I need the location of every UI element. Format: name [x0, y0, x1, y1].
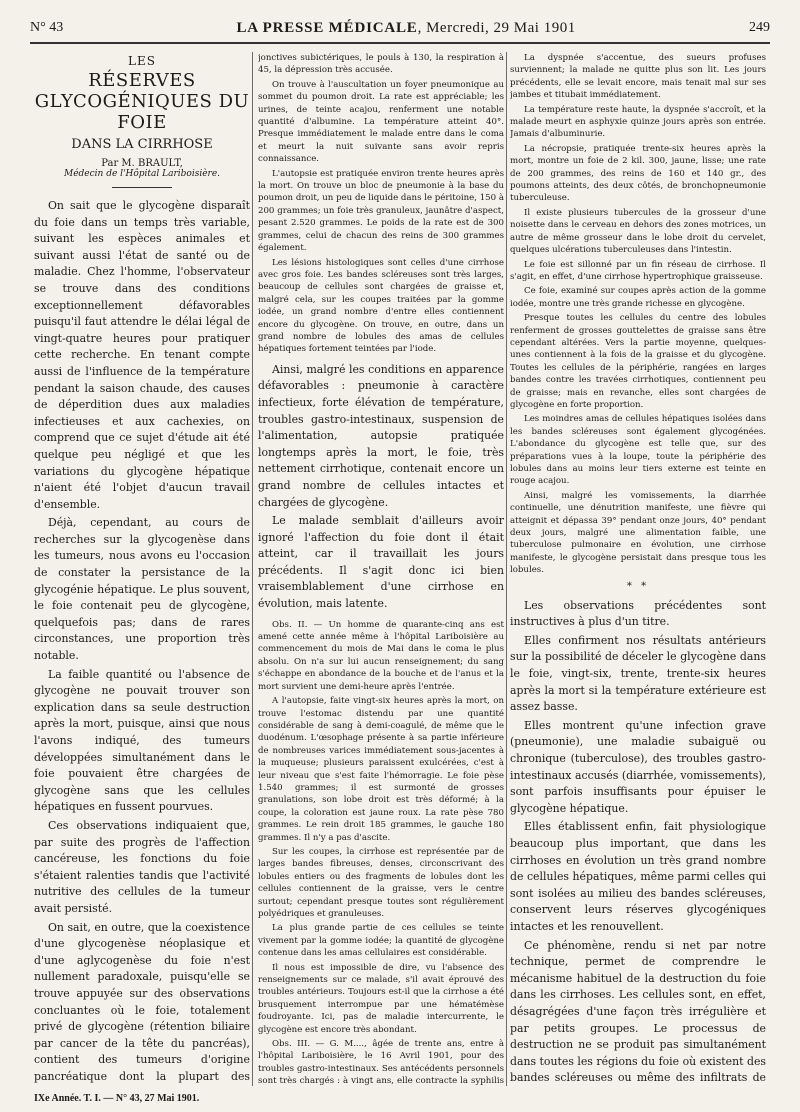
article-author: Par M. BRAULT,	[101, 158, 183, 169]
paragraph: Elles établissent enfin, fait physiologique beaucoup plus important, que dans les cirrhoses en évolution un très grand nombre de cellules hépatiques, même parmi celles qui sont isolées au milieu des bandes scléreuses, conservent leurs réserves glycogéniques intactes et les renouvellent.	[510, 820, 766, 933]
column-rule	[252, 52, 253, 1086]
paragraph: On sait que le glycogène disparaît du foie dans un temps très variable, suivant les espèces animales et suivant aussi l'état de santé ou de maladie. Chez l'homme, l'observateur se trouve dans des conditions exceptionnellement défavorables puisqu'il faut attendre le délai légal de vingt-quatre heures pour pratiquer cette recherche. En tenant compte aussi de l'influence de la température pendant la saison chaude, des causes de déperdition dues aux maladies infectieuses et aux cachexies, on comprend que ce sujet d'étude ait été quelque peu négligé et que les variations du glycogène hépatique n'aient été l'objet d'aucun travail d'ensemble.	[34, 199, 250, 511]
journal-name: LA PRESSE MÉDICALE	[236, 19, 418, 36]
paragraph: On trouve à l'auscultation un foyer pneumonique au sommet du poumon droit. La rate est appréciable; les urines, de teinte acajou, renferment une notable quantité d'albumine. La température atteint 40°. Presque immédiatement le malade entre dans le coma et meurt la nuit suivante sans avoir repris connaissance.	[258, 79, 504, 165]
commentary-text	[258, 362, 504, 613]
header-rule	[30, 42, 770, 44]
paragraph: Obs. III. — G. M...., âgée de trente ans, entre à l'hôpital Lariboisière, le 16 Avril 1901, pour des troubles gastro-intestinaux. Ses antécédents personnels sont très chargés : à vingt ans, elle contracte la syphilis	[258, 1039, 504, 1086]
paragraph: Ce phénomène, rendu si net par notre technique, permet de comprendre le mécanisme habituel de la destruction du foie dans les cirrhoses. Les cellules sont, en effet, désagrégées d'une façon très irrégulière et par petits groupes. Le processus de destruction ne se produit pas simultanément dans toutes les régions du foie où existent des bandes scléreuses ou même des infiltrats de	[510, 938, 766, 1085]
title-rule	[112, 187, 172, 188]
paragraph: Déjà, cependant, au cours de recherches sur la glycogenèse dans les tumeurs, nous avons eu l'occasion de constater la persistance de la glycogénie hépatique. Le plus souvent, le foie contenait peu de glycogène, quelquefois pas; dans de rares circonstances, une proportion très notable.	[34, 516, 250, 663]
paragraph: Ce foie, examiné sur coupes après action de la gomme iodée, montre une très grande richesse en glycogène.	[510, 286, 766, 309]
paragraph: Le malade semblait d'ailleurs avoir ignoré l'affection du foie dont il était atteint, car il travaillait les jours précédents. Il s'agit donc ici bien vraisemblablement d'une cirrhose en évolution, mais latente.	[258, 514, 504, 611]
intro-text	[34, 198, 250, 1086]
article-title: RÉSERVES GLYCOGÉNIQUES DU FOIE	[34, 70, 250, 133]
page-number: 249	[749, 20, 770, 35]
observation-text	[258, 52, 504, 356]
paragraph: La faible quantité ou l'absence de glycogène ne pouvait trouver son explication dans sa seule destruction après la mort, puisque, ainsi que nous l'avons indiqué, des tumeurs développées simultanément dans le foie pouvaient être chargées de glycogène sans que les cellules hépatiques en fussent pourvues.	[34, 667, 250, 814]
paragraph: Elles confirment nos résultats antérieurs sur la possibilité de déceler le glycogène dans le foie, vingt-six, trente, trente-six heures après la mort si la température extérieure est assez basse.	[510, 633, 766, 714]
article-heading	[34, 54, 250, 188]
article-kicker: LES	[128, 54, 156, 68]
issue-date: , Mercredi, 29 Mai 1901	[417, 19, 576, 36]
paragraph: On sait, en outre, que la coexistence d'une glycogenèse néoplasique et d'une aglycogenèse du foie n'est nullement paradoxale, puisqu'elle se trouve appuyée sur des observations concluantes où le foie, totalement privé de glycogène (rétention biliaire par cancer de la tête du pancréas), contient des tumeurs d'origine pancréatique dont la plupart des	[34, 920, 250, 1083]
paragraph: Les lésions histologiques sont celles d'une cirrhose avec gros foie. Les bandes scléreuses sont très larges, beaucoup de cellules sont chargées de graisse et, malgré cela, sur les coupes traitées par la gomme iodée, un grand nombre d'entre elles contiennent encore du glycogène. On trouve, en outre, dans un grand nombre de lobules des amas de cellules hépatiques fortement teintées par l'iode.	[258, 257, 504, 355]
conclusion-text	[510, 598, 766, 1086]
paragraph: Le foie est sillonné par un fin réseau de cirrhose. Il s'agit, en effet, d'une cirrhose hypertrophique graisseuse.	[510, 259, 766, 282]
paragraph: Sur les coupes, la cirrhose est représentée par de larges bandes fibreuses, denses, circonscrivant des lobules entiers ou des fragments de lobules dont les cellules contiennent de la graisse, vers le centre surtout; cependant presque toutes sont régulièrement polyédriques et granuleuses.	[258, 846, 504, 919]
article-subtitle: DANS LA CIRRHOSE	[71, 137, 213, 152]
column-2	[258, 52, 504, 1086]
column-rule	[506, 52, 507, 1086]
paragraph: La plus grande partie de ces cellules se teinte vivement par la gomme iodée; la quantité de glycogène contenue dans les amas cellulaires est considérable.	[258, 923, 504, 959]
page-footer: IXe Année. T. I. — N° 43, 27 Mai 1901.	[34, 1093, 200, 1104]
paragraph: Il existe plusieurs tubercules de la grosseur d'une noisette dans le cerveau en dehors des zones motrices, un autre de même grosseur dans le lobe droit du cervelet, quelques ulcérations tuberculeuses dans l'intestin.	[510, 207, 766, 256]
paragraph: Presque toutes les cellules du centre des lobules renferment de grosses gouttelettes de graisse sans être cependant altérées. Vers la partie moyenne, quelques-unes contiennent à la fois de la graisse et du glycogène. Toutes les cellules de la périphérie, rangées en larges bandes contre les travées cirrhotiques, contiennent peu de graisse; mais en revanche, elles sont chargées de glycogène en forte proportion.	[510, 313, 766, 410]
paragraph: Ainsi, malgré les conditions en apparence défavorables : pneumonie à caractère infectieux, forte élévation de température, troubles gastro-intestinaux, suspension de l'alimentation, autopsie pratiquée longtemps après la mort, le foie, très nettement cirrhotique, contenait encore un grand nombre de cellules intactes et chargées de glycogène.	[258, 362, 504, 509]
page-header	[30, 14, 770, 42]
paragraph: L'autopsie est pratiquée environ trente heures après la mort. On trouve un bloc de pneumonie à la base du poumon droit, un peu de liquide dans le péritoine, 150 à 200 grammes; un foie très granuleux, jaunâtre d'aspect, pesant 2.520 grammes. Le poids de la rate est de 300 grammes, celui de chacun des reins de 300 grammes également.	[258, 168, 504, 254]
paragraph: La dyspnée s'accentue, des sueurs profuses surviennent; la malade ne quitte plus son lit. Les jours précédents, elle se levait encore, mais tenait mal sur ses jambes et titubait immédiatement.	[510, 53, 766, 101]
paragraph: La température reste haute, la dyspnée s'accroît, et la malade meurt en asphyxie quinze jours après son entrée. Jamais d'albuminurie.	[510, 104, 766, 140]
paragraph: Les moindres amas de cellules hépatiques isolées dans les bandes scléreuses sont également glycogénées. L'abondance du glycogène est telle que, sur des préparations vues à la loupe, toute la périphérie des lobules dans au moins leur tiers externe est teinte en rouge acajou.	[510, 414, 766, 487]
paragraph: jonctives subictériques, le pouls à 130, la respiration à 45, la dépression très accusée.	[258, 53, 504, 76]
section-separator: * *	[626, 580, 650, 592]
paragraph: Il nous est impossible de dire, vu l'absence des renseignements sur ce malade, s'il avait éprouvé des troubles antérieurs. Toujours est-il que la cirrhose a été brusquement interrompue par une hématémèse foudroyante. Ici, pas de maladie intercurrente, le glycogène est encore très abondant.	[258, 962, 504, 1035]
column-1	[34, 52, 250, 1086]
paragraph: Elles montrent qu'une infection grave (pneumonie), une maladie subaiguë ou chronique (tuberculose), des troubles gastro-intestinaux accusés (diarrhée, vomissements), sont parfois insuffisants pour épuiser le glycogène hépatique.	[510, 718, 766, 815]
paragraph: La nécropsie, pratiquée trente-six heures après la mort, montre un foie de 2 kil. 300, jaune, lisse; une rate de 200 grammes, des reins de 160 et 140 gr., des poumons atteints, des deux côtés, de bronchopneumonie tuberculeuse.	[510, 143, 766, 204]
issue-number: N° 43	[30, 20, 64, 35]
article-affiliation: Médecin de l'Hôpital Lariboisière.	[63, 169, 221, 179]
paragraph: Les observations précédentes sont instructives à plus d'un titre.	[510, 598, 766, 629]
running-title	[236, 20, 575, 37]
paragraph: A l'autopsie, faite vingt-six heures après la mort, on trouve l'estomac distendu par une quantité considérable de sang à demi-coagulé, de même que le duodénum. L'œsophage présente à sa partie inférieure de nombreuses varices immédiatement sous-jacentes à la muqueuse; plusieurs paraissent exulcérées, c'est à leur niveau que s'est faite l'hémorragie. Le foie pèse 1.540 grammes; il est surmonté de grosses granulations, son lobe droit est très déformé; à la coupe, la coloration est jaune roux. La rate pèse 780 grammes. Le rein droit 185 grammes, le gauche 180 grammes. Il n'y a pas d'ascite.	[258, 696, 504, 843]
observation-text	[258, 619, 504, 1086]
paragraph: Obs. II. — Un homme de quarante-cinq ans est amené cette année même à l'hôpital Lariboisière au commencement du mois de Mai dans le coma le plus absolu. On n'a sur lui aucun renseignement; du sang s'échappe en abondance de la bouche et de l'anus et la mort survient une demi-heure après l'entrée.	[258, 619, 504, 692]
column-3	[510, 52, 766, 1086]
observation-text	[510, 52, 766, 577]
paragraph: Ces observations indiquaient que, par suite des progrès de l'affection cancéreuse, les fonctions du foie s'étaient ralenties tandis que l'activité nutritive des cellules de la tumeur avait persisté.	[34, 818, 250, 915]
paragraph: Ainsi, malgré les vomissements, la diarrhée continuelle, une dénutrition manifeste, une fièvre qui atteignit et dépassa 39° pendant onze jours, 40° pendant deux jours, malgré une alimentation faible, une tuberculose pulmonaire en évolution, une cirrhose manifeste, le glycogène persistait dans presque tous les lobules.	[510, 490, 766, 576]
